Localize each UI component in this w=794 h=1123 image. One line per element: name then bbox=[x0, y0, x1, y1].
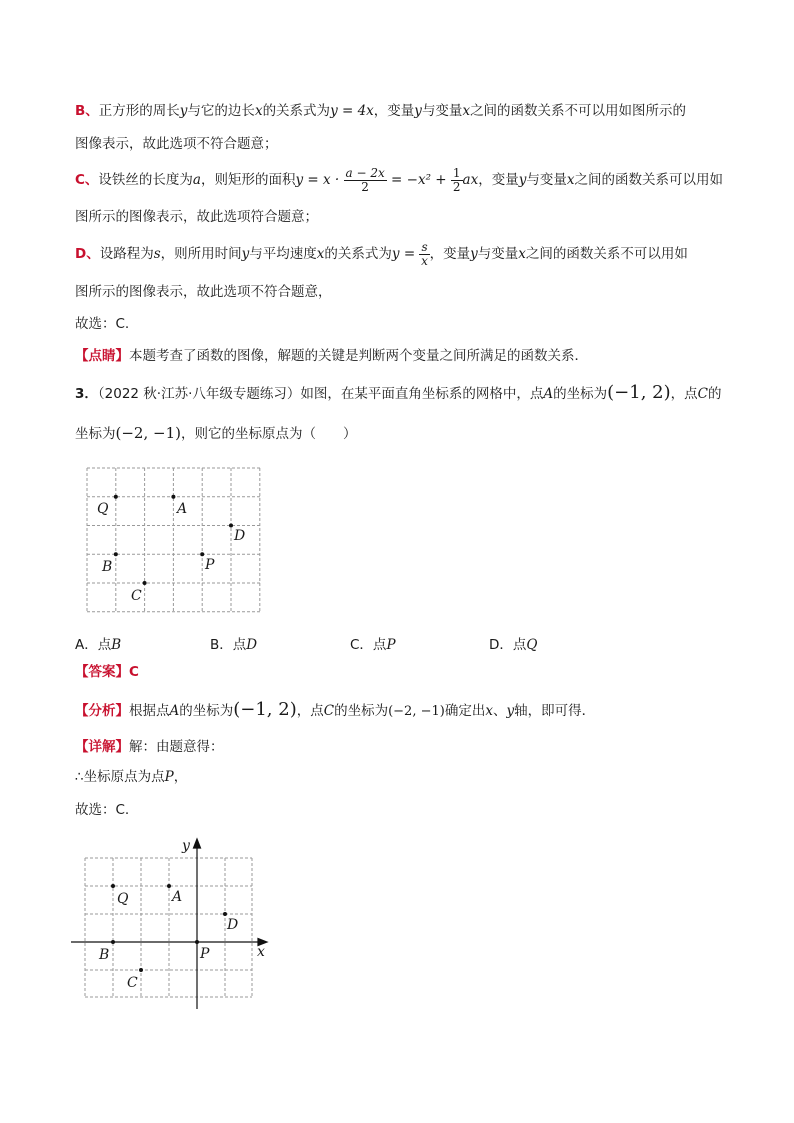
coord-a: (−1, 2) bbox=[607, 382, 671, 403]
option-b-line-1: B、正方形的周长y与它的边长x的关系式为y = 4x，变量y与变量x之间的函数关系不可以用如图所示的 bbox=[75, 103, 687, 119]
option-c-line-1: C、设铁丝的长度为a，则矩形的面积y = x · $\frac{a - 2x}{2}$ = −x² + $\frac{1}{2}$ ax，变量y与变量x之间的函数关系可以用如 bbox=[75, 165, 723, 194]
fraction-half: $\frac{1}{2}$ bbox=[452, 165, 461, 194]
therefore-line: ∴坐标原点为点P， bbox=[75, 769, 188, 785]
point-d bbox=[229, 524, 233, 528]
label-q: Q bbox=[97, 501, 109, 517]
point-b-2 bbox=[111, 940, 115, 944]
fraction-speed: $\frac{s}{x}$ bbox=[421, 239, 428, 268]
point-q bbox=[114, 495, 118, 499]
option-d-line-1: D、设路程为s，则所用时间y与平均速度x的关系式为y = $\frac{s}{x}$ ，变量y与变量x之间的函数关系不可以用如 bbox=[75, 239, 688, 268]
point-a bbox=[171, 495, 175, 499]
comment-line: 【点睛】本题考查了函数的图像，解题的关键是判断两个变量之间所满足的函数关系． bbox=[75, 348, 588, 364]
label-y-axis: y bbox=[182, 838, 190, 854]
label-x-axis: x bbox=[257, 944, 265, 960]
label-c-2: C bbox=[127, 975, 138, 991]
label-b: B bbox=[102, 559, 113, 575]
question-3-line-2: 坐标为(−2, −1)，则它的坐标原点为（ ） bbox=[75, 424, 357, 442]
figure-grid bbox=[85, 466, 265, 616]
point-c bbox=[143, 581, 147, 585]
answer-line bbox=[75, 662, 139, 682]
label-d: D bbox=[234, 528, 246, 544]
detail-line: 【详解】解：由题意得： bbox=[75, 739, 224, 755]
answer-tag: 【答案】 bbox=[75, 664, 129, 680]
analysis-tag: 【分析】 bbox=[75, 703, 129, 719]
question-number: 3． bbox=[75, 386, 98, 402]
formula-b: y = 4x bbox=[330, 103, 374, 119]
label-d-2: D bbox=[227, 917, 239, 933]
question-source: （2022 秋·江苏·八年级专题练习） bbox=[97, 386, 301, 402]
label-q-2: Q bbox=[117, 891, 129, 907]
option-d-line-2: 图所示的图像表示，故此选项不符合题意， bbox=[75, 284, 332, 300]
fraction-area: $\frac{a - 2x}{2}$ bbox=[345, 165, 385, 194]
point-c-2 bbox=[139, 968, 143, 972]
option-c-line-2: 图所示的图像表示，故此选项符合题意； bbox=[75, 209, 318, 225]
coord-c: (−2, −1) bbox=[115, 424, 181, 442]
point-b bbox=[114, 552, 118, 556]
question-3-line-1: 3．（2022 秋·江苏·八年级专题练习）如图，在某平面直角坐标系的网格中，点A的坐标为(−1, 2)，点C的 bbox=[75, 382, 722, 403]
point-p-2 bbox=[195, 940, 199, 944]
select-answer-2: 故选：C. bbox=[75, 802, 130, 818]
option-b-line-2: 图像表示，故此选项不符合题意； bbox=[75, 136, 278, 152]
analysis-line: 【分析】根据点A的坐标为(−1, 2)，点C的坐标为(−2, −1)确定出x、y轴，即可得． bbox=[75, 699, 596, 720]
point-d-2 bbox=[223, 912, 227, 916]
label-c: C bbox=[131, 588, 142, 604]
option-b: B．点D bbox=[210, 637, 258, 653]
point-a-2 bbox=[167, 884, 171, 888]
point-q-2 bbox=[111, 884, 115, 888]
option-d-label: D、 bbox=[75, 246, 100, 262]
label-a: A bbox=[177, 501, 188, 517]
option-c-label: C、 bbox=[75, 172, 99, 188]
option-a: A．点B bbox=[75, 637, 122, 653]
option-c: C．点P bbox=[350, 637, 396, 653]
detail-tag: 【详解】 bbox=[75, 739, 129, 755]
answer-value: C bbox=[129, 664, 139, 680]
label-a-2: A bbox=[172, 889, 183, 905]
comment-tag: 【点睛】 bbox=[75, 348, 129, 364]
label-p: P bbox=[205, 557, 215, 573]
label-p-2: P bbox=[200, 946, 210, 962]
option-d: D．点Q bbox=[489, 637, 538, 653]
label-b-2: B bbox=[99, 947, 110, 963]
point-p bbox=[200, 552, 204, 556]
option-b-label: B、 bbox=[75, 103, 99, 119]
figure-axes bbox=[68, 834, 273, 1012]
y-axis-arrow bbox=[194, 839, 201, 848]
select-answer-1: 故选：C. bbox=[75, 316, 130, 332]
